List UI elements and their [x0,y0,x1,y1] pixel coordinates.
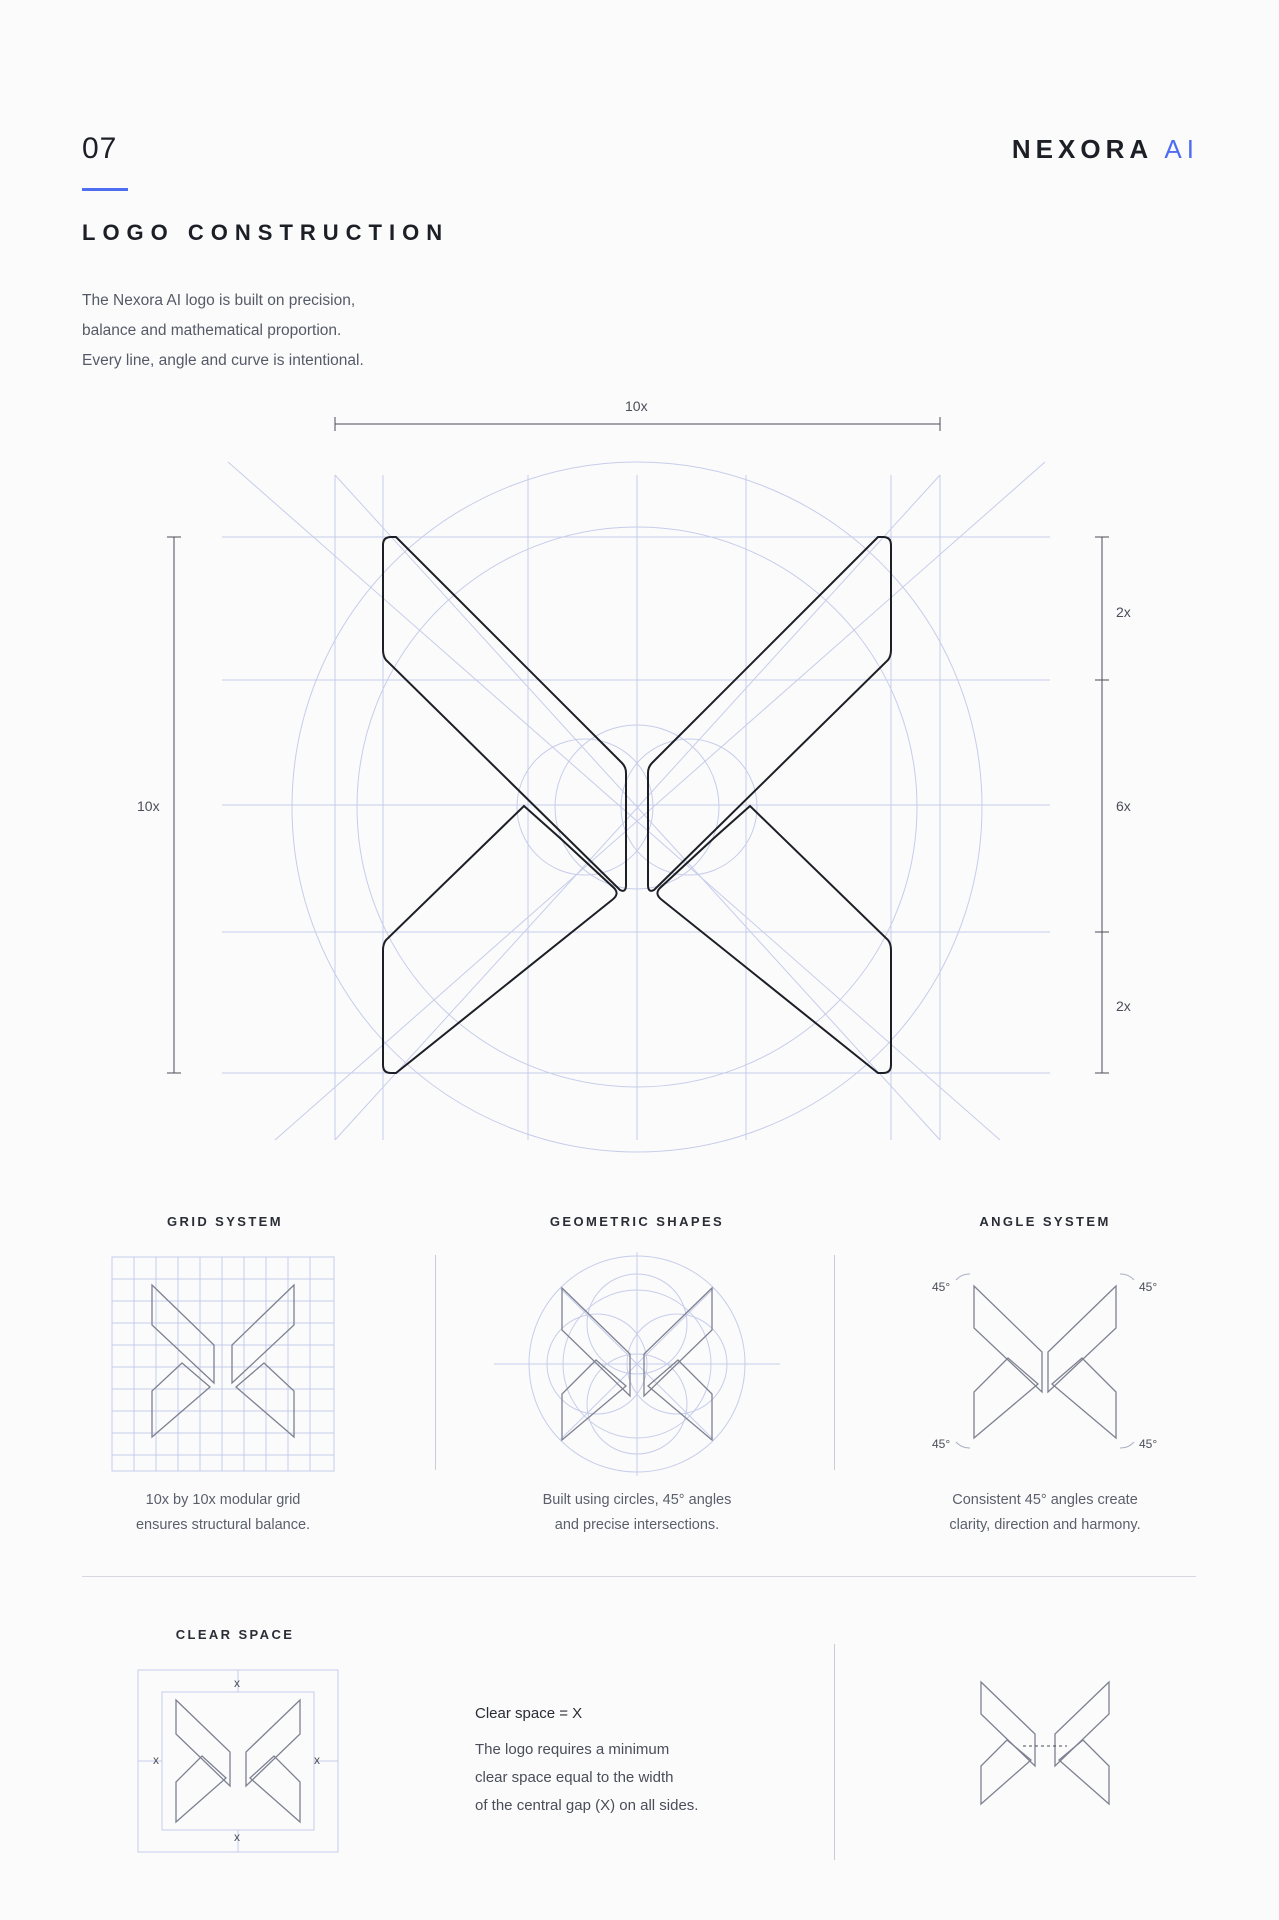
clear-space-body [475,1736,698,1820]
construction-diagram [0,380,1279,1170]
caption-line: ensures structural balance. [135,1517,311,1533]
geometric-shapes-title: GEOMETRIC SHAPES [549,1214,725,1229]
caption-line: and precise intersections. [554,1517,720,1533]
guide-lines [222,462,1050,1152]
intro-line: The Nexora AI logo is built on precision, [82,292,356,309]
clear-space-divider [834,1644,835,1860]
grid-system-illustration [110,1255,336,1473]
right-dimension-top: 2x [1116,604,1131,620]
clear-space-marker-left: x [153,1753,159,1767]
geometric-shapes-illustration [490,1252,784,1476]
caption-line: clarity, direction and harmony. [949,1517,1141,1533]
angle-label-top-left: 45° [932,1280,951,1294]
brand-wordmark [1012,134,1199,165]
clear-space-marker-bottom: x [234,1830,240,1844]
angle-label-bottom-left: 45° [932,1437,951,1451]
right-dimension-bottom: 2x [1116,998,1131,1014]
grid-system-title: GRID SYSTEM [167,1214,283,1229]
brand-name: NEXORA [1011,134,1153,164]
clear-space-heading: Clear space = X [475,1705,583,1722]
intro-line: balance and mathematical proportion. [82,322,342,339]
page-number: 07 [82,132,118,165]
angle-system-caption [908,1488,1182,1538]
section-divider [82,1576,1196,1577]
brand-suffix: AI [1164,134,1199,164]
top-dimension-label: 10x [625,398,648,414]
angle-label-bottom-right: 45° [1139,1437,1158,1451]
clear-space-illustration [136,1668,340,1854]
intro-text [82,286,502,376]
grid-system-caption [90,1488,356,1538]
geometric-shapes-caption [500,1488,774,1538]
angle-label-top-right: 45° [1139,1280,1158,1294]
accent-rule [82,188,128,191]
clear-space-line: of the central gap (X) on all sides. [475,1797,699,1814]
card-divider [435,1255,436,1470]
clear-space-marker-top: x [234,1676,240,1690]
section-title: LOGO CONSTRUCTION [82,220,450,245]
dimension-lines [167,417,1109,1073]
angle-system-title: ANGLE SYSTEM [979,1214,1111,1229]
clear-space-title: CLEAR SPACE [175,1627,295,1642]
intro-line: Every line, angle and curve is intentional. [82,352,364,369]
clear-space-marker-right: x [314,1753,320,1767]
clear-space-logo-sample [975,1678,1115,1808]
clear-space-line: The logo requires a minimum [475,1741,670,1758]
left-dimension-label: 10x [137,798,160,814]
caption-line: Consistent 45° angles create [952,1492,1138,1508]
angle-system-illustration [948,1270,1148,1450]
card-divider [834,1255,835,1470]
clear-space-line: clear space equal to the width [475,1769,674,1786]
right-dimension-middle: 6x [1116,798,1131,814]
caption-line: 10x by 10x modular grid [145,1492,301,1508]
caption-line: Built using circles, 45° angles [542,1492,732,1508]
